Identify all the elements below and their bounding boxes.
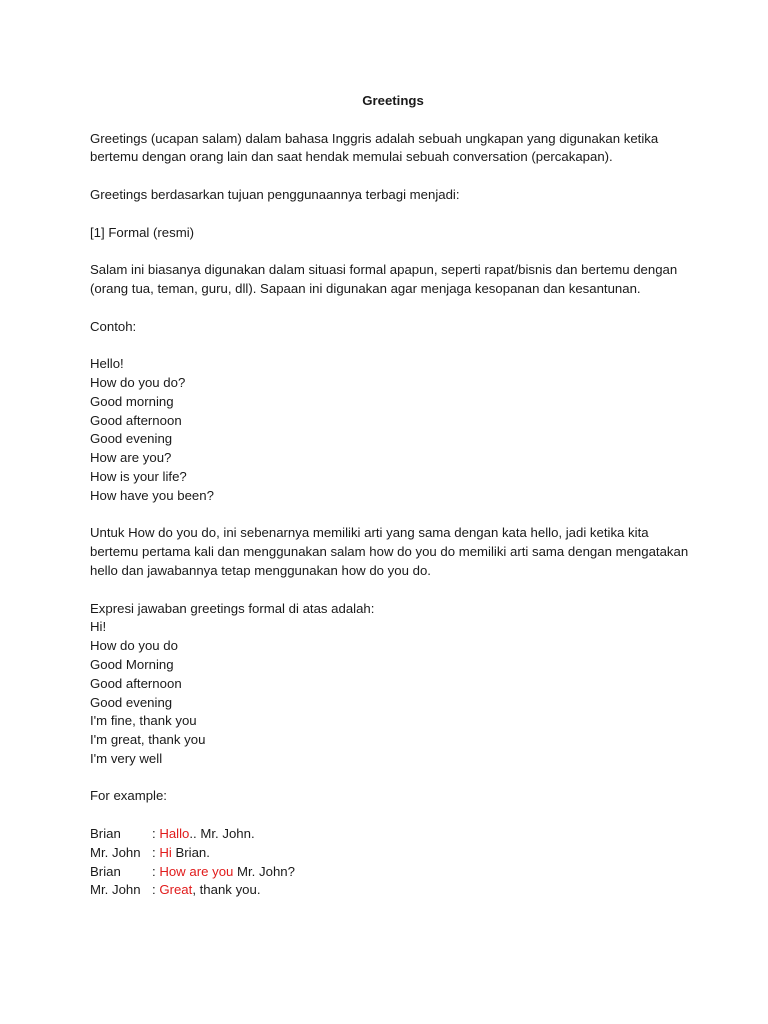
- explanation-paragraph: Untuk How do you do, ini sebenarnya memiliki arti yang sama dengan kata hello, jadi ketika kita bertemu pertama kali dan menggunakan salam how do you do memiliki arti sama dengan mengatakan hello dan jawabannya tetap menggunakan how do you do.: [90, 525, 689, 578]
- for-example-label: For example:: [90, 788, 167, 804]
- dialog-separator: :: [152, 882, 160, 898]
- responses-block: [90, 600, 690, 769]
- dialog-separator: :: [152, 863, 160, 879]
- document-content: [90, 92, 690, 900]
- dialog-speaker: Mr. John: [90, 844, 141, 860]
- greeting-example: Good afternoon: [90, 412, 182, 428]
- dialog-separator: :: [152, 826, 160, 842]
- greeting-example: How have you been?: [90, 487, 214, 503]
- response-item: I'm great, thank you: [90, 732, 206, 748]
- dialog-block: [90, 825, 690, 900]
- greeting-example: Good morning: [90, 393, 174, 409]
- dialog-line: [90, 863, 690, 882]
- greeting-example: Hello!: [90, 356, 124, 372]
- response-item: How do you do: [90, 638, 178, 654]
- division-paragraph: Greetings berdasarkan tujuan penggunaannya terbagi menjadi:: [90, 186, 460, 202]
- greeting-example: Good evening: [90, 431, 173, 447]
- response-item: I'm fine, thank you: [90, 713, 197, 729]
- response-item: Good evening: [90, 694, 173, 710]
- formal-description: Salam ini biasanya digunakan dalam situasi formal apapun, seperti rapat/bisnis dan bertemu dengan (orang tua, teman, guru, dll). Sapaan ini digunakan agar menjaga kesopanan dan kesantunan.: [90, 262, 678, 296]
- dialog-separator: :: [152, 844, 160, 860]
- dialog-highlight: How are you: [159, 863, 234, 879]
- greeting-example: How are you?: [90, 450, 172, 466]
- response-item: Hi!: [90, 619, 107, 635]
- greeting-example: How do you do?: [90, 374, 186, 390]
- dialog-line: [90, 881, 690, 900]
- dialog-speaker: Brian: [90, 826, 121, 842]
- dialog-rest: , thank you.: [192, 882, 261, 898]
- formal-heading: [1] Formal (resmi): [90, 224, 195, 240]
- contoh-label: Contoh:: [90, 318, 137, 334]
- document-title: Greetings: [362, 93, 424, 108]
- response-item: Good afternoon: [90, 675, 182, 691]
- response-item: I'm very well: [90, 750, 163, 766]
- intro-paragraph: Greetings (ucapan salam) dalam bahasa Inggris adalah sebuah ungkapan yang digunakan ketika bertemu dengan orang lain dan saat hendak memulai sebuah conversation (percakapan).: [90, 130, 659, 165]
- responses-label: Expresi jawaban greetings formal di atas adalah:: [90, 600, 375, 616]
- dialog-rest: Mr. John?: [233, 863, 295, 879]
- dialog-speaker: Mr. John: [90, 882, 141, 898]
- greeting-examples-list: [90, 355, 690, 505]
- dialog-rest: Brian.: [171, 844, 210, 860]
- dialog-line: [90, 825, 690, 844]
- response-item: Good Morning: [90, 656, 174, 672]
- dialog-highlight: Hallo: [159, 826, 190, 842]
- dialog-highlight: Hi: [159, 844, 172, 860]
- greeting-example: How is your life?: [90, 468, 187, 484]
- dialog-line: [90, 844, 690, 863]
- dialog-speaker: Brian: [90, 863, 121, 879]
- dialog-rest: .. Mr. John.: [189, 826, 255, 842]
- dialog-highlight: Great: [159, 882, 193, 898]
